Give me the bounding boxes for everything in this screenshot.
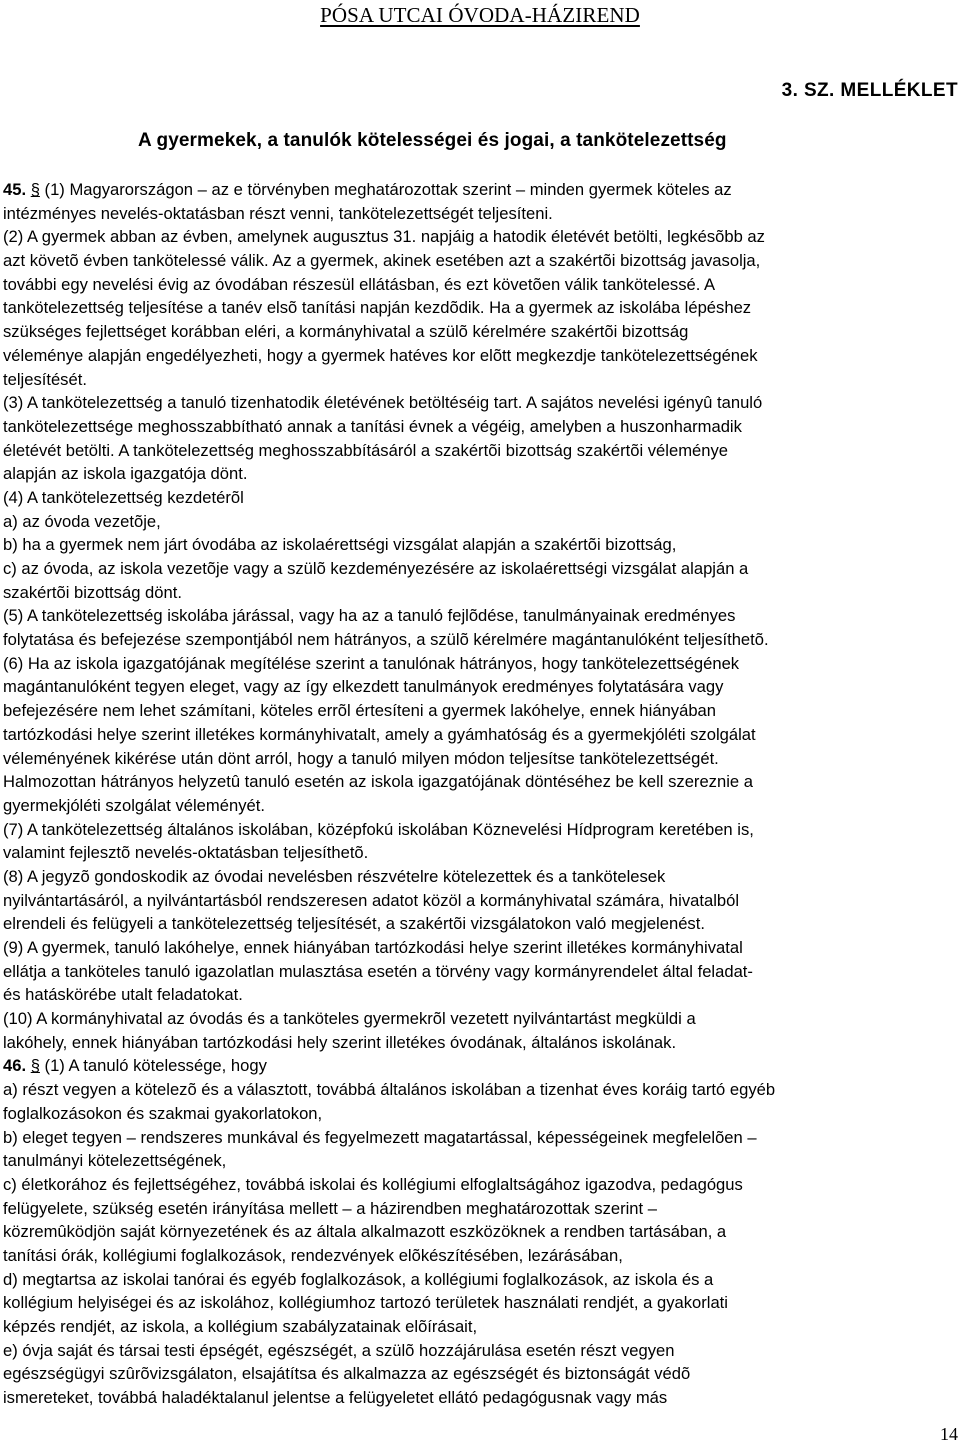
- text-line: b) eleget tegyen – rendszeres munkával és fegyelmezett magatartással, képességeinek megfelelõen –: [3, 1127, 757, 1147]
- text-line: szakértõi bizottság dönt.: [3, 582, 182, 602]
- text-line: a) részt vegyen a kötelezõ és a választott, továbbá általános iskolában a tizenhat éves koráig tartó egyéb: [3, 1080, 776, 1100]
- text-line: felügyelete, szükség esetén irányítása mellett – a házirendben meghatározottak szerint –: [3, 1198, 657, 1218]
- text-line: e) óvja saját és társai testi épségét, egészségét, a szülõ hozzájárulása esetén részt vegyen: [3, 1340, 675, 1360]
- text-line: c) életkorához és fejlettségéhez, továbbá iskolai és kollégiumi elfoglaltságához igazodva, pedagógus: [3, 1174, 743, 1194]
- text-line: életévét betölti. A tankötelezettség meghosszabbításáról a szakértõi bizottság szakértõi véleménye: [3, 440, 729, 460]
- text-line: gyermekjóléti szolgálat véleményét.: [3, 795, 265, 815]
- annex-label: 3. SZ. MELLÉKLET: [781, 80, 958, 101]
- text-line: befejezésére nem lehet számítani, köteles errõl értesíteni a gyermek lakóhelye, ennek hiányában: [3, 701, 717, 721]
- text-line: d) megtartsa az iskolai tanórai és egyéb foglalkozások, a kollégiumi foglalkozások, az iskola és a: [3, 1269, 714, 1289]
- text-line: kollégium helyiségei és az iskolához, kollégiumhoz tartozó területek használati rendjét, a gyakorlati: [3, 1293, 728, 1313]
- text-line: magántanulóként tegyen eleget, vagy az így elkezdett tanulmányok eredményes folytatására vagy: [3, 677, 724, 697]
- page-number: 14: [940, 1424, 958, 1444]
- text-line: (2) A gyermek abban az évben, amelynek augusztus 31. napjáig a hatodik életévét betölti, legkésõbb az: [3, 227, 765, 247]
- text-line: tartózkodási helye szerint illetékes kormányhivatalt, amely a gyámhatóság és a gyermekjóléti szolgálat: [3, 724, 756, 744]
- text-line: tanítási órák, kollégiumi foglalkozások, rendezvények elõkészítésében, lezárásában,: [3, 1245, 623, 1265]
- text-line: (10) A kormányhivatal az óvodás és a tanköteles gyermekrõl vezetett nyilvántartást megküldi a: [3, 1009, 696, 1029]
- text-line: foglalkozásokon és szakmai gyakorlatokon,: [3, 1103, 323, 1123]
- text-line: teljesítését.: [3, 369, 87, 389]
- text-line: ismereteket, továbbá haladéktalanul jelentse a felügyeletet ellátó pedagógusnak vagy más: [3, 1388, 668, 1408]
- section-46-number: 46.: [3, 1056, 27, 1076]
- text-line: b) ha a gyermek nem járt óvodába az iskolaérettségi vizsgálat alapján a szakértõi bizottság,: [3, 535, 677, 555]
- text-line: (9) A gyermek, tanuló lakóhelye, ennek hiányában tartózkodási helye szerint illetékes kormányhivatal: [3, 938, 743, 957]
- text-line: szükséges fejlettséget korábban eléri, a kormányhivatal a szülõ kérelmére szakértõi bizottság: [3, 322, 689, 342]
- text-line: (6) Ha az iskola igazgatójának megítélése szerint a tanulónak hátrányos, hogy tankötelezettségének: [3, 653, 740, 673]
- text-line: (1) A tanuló kötelessége, hogy: [39, 1056, 267, 1076]
- section-45-number: 45.: [3, 180, 27, 199]
- text-line: (4) A tankötelezettség kezdetérõl: [3, 487, 244, 507]
- text-line: folytatása és befejezése szempontjából nem hátrányos, a szülõ kérelmére magántanulóként teljesíthetõ.: [3, 630, 769, 650]
- text-line: ellátja a tanköteles tanuló igazolatlan mulasztása esetén a törvény vagy kormányrendelet által feladat-: [3, 961, 753, 981]
- paragraph-sign: §: [30, 1056, 40, 1076]
- text-line: c) az óvoda, az iskola vezetõje vagy a szülõ kezdeményezésére az iskolaérettségi vizsgálat alapján a: [3, 559, 749, 578]
- document-body: [3, 178, 960, 1410]
- section-title: A gyermekek, a tanulók kötelességei és jogai, a tankötelezettség: [138, 130, 727, 151]
- section-46-first-line: [3, 1054, 960, 1078]
- text-line: (8) A jegyzõ gondoskodik az óvodai nevelésben részvételre kötelezettek és a tankötelesek: [3, 866, 666, 886]
- text-line: véleménye alapján engedélyezheti, hogy a gyermek hatéves kor elõtt megkezdje tankötelezettségének: [3, 345, 758, 365]
- paragraph-sign: §: [30, 180, 40, 199]
- text-line: közremûködjön saját környezetének és az általa alkalmazott eszközöknek a rendben tartásában, a: [3, 1222, 727, 1242]
- text-line: képzés rendjét, az iskola, a kollégium szabályzatainak elõírásait,: [3, 1317, 478, 1336]
- text-line: (3) A tankötelezettség a tanuló tizenhatodik életévének betöltéséig tart. A sajátos nevelési igényû tanuló: [3, 393, 763, 413]
- text-line: elrendeli és felügyeli a tankötelezettség teljesítését, a szakértõi vizsgálatokon való megjelenést.: [3, 914, 705, 934]
- text-line: egészségügyi szûrõvizsgálaton, elsajátítsa és alkalmazza az egészségét és biztonságát védõ: [3, 1364, 691, 1384]
- text-line: véleményének kikérése után dönt arról, hogy a tanuló milyen módon teljesítse tankötelezettségét.: [3, 748, 719, 768]
- text-line: tankötelezettsége meghosszabbítható annak a tanítási évnek a végéig, amelyben a huszonharmadik: [3, 416, 742, 436]
- text-line: tankötelezettség teljesítése a tanév elsõ tanítási napján kezdõdik. Ha a gyermek az iskolába lépéshez: [3, 298, 752, 318]
- text-line: nyilvántartásáról, a nyilvántartásból rendszeresen adatot közöl a kormányhivatal számára, hivatalból: [3, 890, 740, 910]
- text-line: valamint fejlesztõ nevelés-oktatásban teljesíthetõ.: [3, 843, 369, 863]
- text-line: és hatáskörébe utalt feladatokat.: [3, 985, 243, 1005]
- text-line: tanulmányi kötelezettségének,: [3, 1151, 227, 1171]
- text-line: Halmozottan hátrányos helyzetû tanuló esetén az iskola igazgatójának döntéséhez be kell szereznie a: [3, 772, 753, 792]
- running-header: PÓSA UTCAI ÓVODA-HÁZIREND: [320, 3, 640, 27]
- text-line: intézményes nevelés-oktatásban részt venni, tankötelezettségét teljesíteni.: [3, 203, 553, 223]
- section-45-first-line: [3, 178, 960, 202]
- text-line: további egy nevelési évig az óvodában részesül ellátásban, és ezt követõen válik tankötelessé. A: [3, 274, 716, 294]
- text-line: a) az óvoda vezetõje,: [3, 511, 161, 531]
- text-line: (5) A tankötelezettség iskolába járással, vagy ha az a tanuló fejlõdése, tanulmányainak eredményes: [3, 606, 736, 626]
- text-line: lakóhely, ennek hiányában tartózkodási hely szerint illetékes óvodának, általános iskolának.: [3, 1032, 677, 1052]
- text-line: alapján az iskola igazgatója dönt.: [3, 464, 248, 484]
- text-line: (1) Magyarországon – az e törvényben meghatározottak szerint – minden gyermek köteles az: [39, 180, 732, 199]
- text-line: azt követõ évben tankötelessé válik. Az a gyermek, akinek esetében azt a szakértõi bizottság javasolja,: [3, 251, 761, 271]
- text-line: (7) A tankötelezettség általános iskolában, középfokú iskolában Köznevelési Hídprogram keretében is,: [3, 819, 754, 839]
